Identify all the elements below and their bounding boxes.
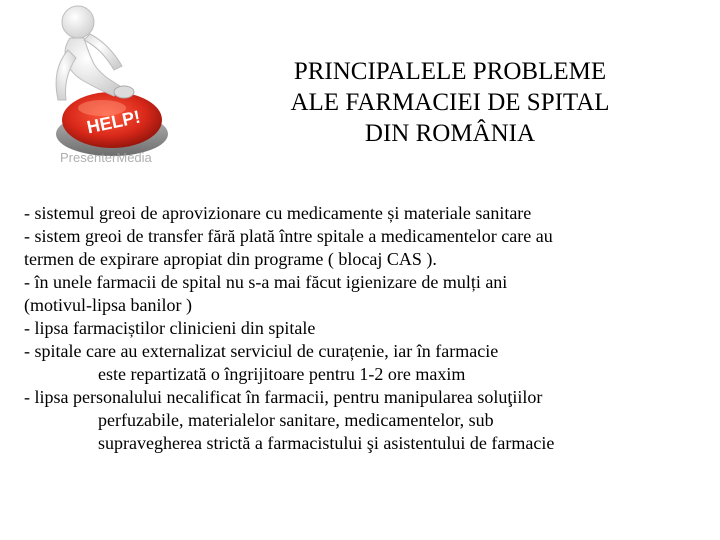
figure-pressing-help-button-icon xyxy=(40,0,190,172)
body-line: (motivul-lipsa banilor ) xyxy=(24,295,192,315)
body-line: perfuzabile, materialelor sanitare, medicamentelor, sub xyxy=(98,410,494,430)
body-line: - spitale care au externalizat serviciul de curațenie, iar în farmacie xyxy=(24,341,499,361)
body-line: - în unele farmacii de spital nu s-a mai făcut igienizare de mulți ani xyxy=(24,272,508,292)
body-line: - sistemul greoi de aprovizionare cu medicamente și materiale sanitare xyxy=(24,203,532,223)
title-line: DIN ROMÂNIA xyxy=(364,120,536,147)
title-line: PRINCIPALELE PROBLEME xyxy=(293,58,607,85)
body-line: - sistem greoi de transfer fără plată între spitale a medicamentelor care au xyxy=(24,226,553,246)
body-line: termen de expirare apropiat din programe ( blocaj CAS ). xyxy=(24,249,437,269)
body-line: - lipsa farmaciștilor clinicieni din spitale xyxy=(24,318,316,338)
body-line: - lipsa personalului necalificat în farmacii, pentru manipularea soluţiilor xyxy=(24,387,543,407)
help-button-clipart xyxy=(40,0,190,172)
slide-title xyxy=(238,56,662,149)
help-button-text: HELP! xyxy=(85,106,143,138)
body-line: supravegherea strictă a farmacistului şi asistentului de farmacie xyxy=(98,433,555,453)
body-line: este repartizată o îngrijitoare pentru 1-2 ore maxim xyxy=(98,364,466,384)
title-line: ALE FARMACIEI DE SPITAL xyxy=(290,89,610,116)
slide-body xyxy=(24,202,704,455)
presentermedia-watermark: PresenterMedia xyxy=(60,150,152,165)
